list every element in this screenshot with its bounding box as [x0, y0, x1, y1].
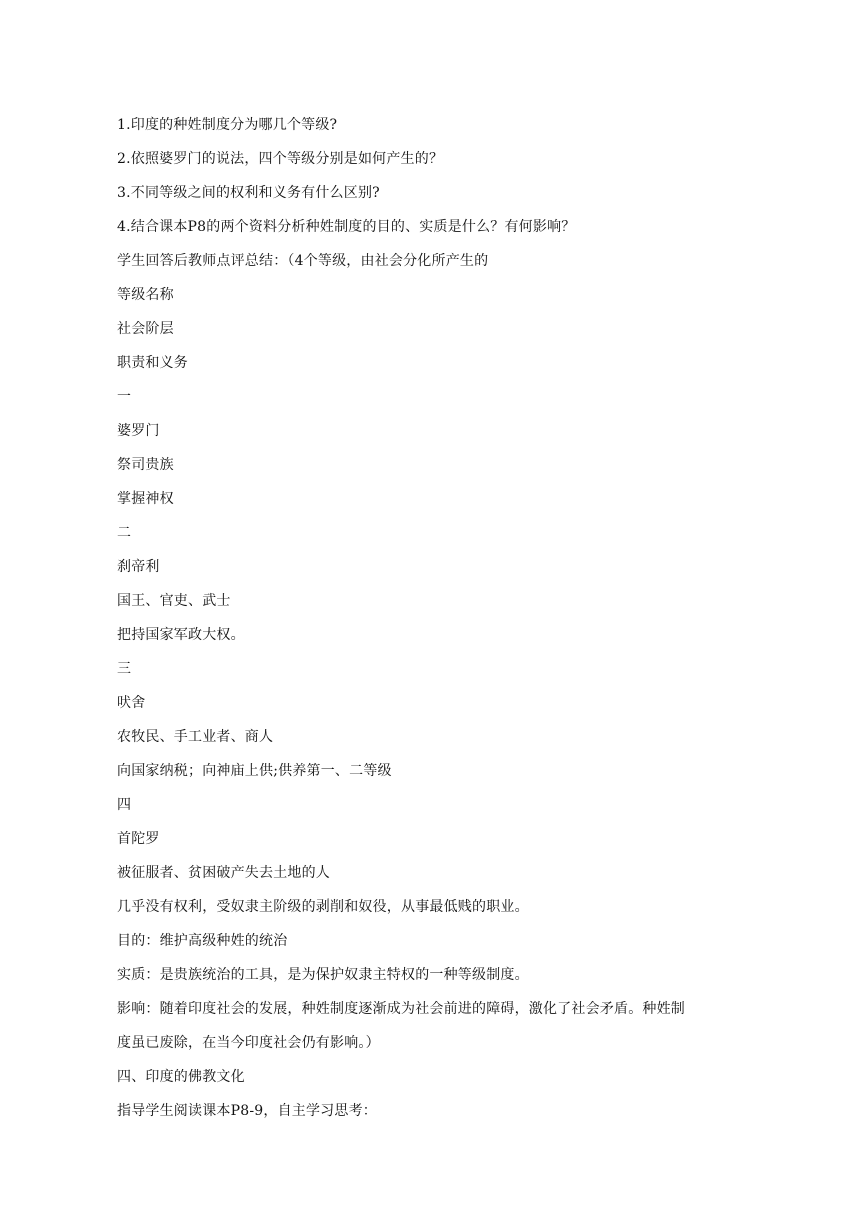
purpose-text: 目的：维护高级种姓的统治 [117, 933, 288, 949]
impact-text-line-2: 度虽已废除，在当今印度社会仍有影响。） [117, 1035, 380, 1051]
question-4: 4.结合课本P8的两个资料分析种姓制度的目的、实质是什么？有何影响？ [117, 219, 576, 235]
header-social-class: 社会阶层 [117, 321, 174, 337]
rank-1-number: 一 [117, 389, 132, 405]
rank-2-name: 刹帝利 [117, 559, 160, 575]
rank-1-duties: 掌握神权 [117, 491, 174, 507]
rank-3-class: 农牧民、手工业者、商人 [117, 729, 274, 745]
question-2: 2.依照婆罗门的说法，四个等级分别是如何产生的？ [117, 151, 444, 167]
document-body [117, 108, 757, 1128]
header-rank-name: 等级名称 [117, 287, 174, 303]
essence-text: 实质：是贵族统治的工具，是为保护奴隶主特权的一种等级制度。 [117, 967, 529, 983]
impact-text-line-1: 影响：随着印度社会的发展，种姓制度逐渐成为社会前进的障碍，激化了社会矛盾。种姓制 [117, 1001, 685, 1017]
rank-1-name: 婆罗门 [117, 423, 160, 439]
rank-4-duties: 几乎没有权利，受奴隶主阶级的剥削和奴役，从事最低贱的职业。 [117, 899, 529, 915]
rank-1-class: 祭司贵族 [117, 457, 174, 473]
reading-instruction: 指导学生阅读课本P8-9，自主学习思考： [117, 1103, 377, 1119]
question-1: 1.印度的种姓制度分为哪几个等级? [117, 117, 338, 133]
rank-2-class: 国王、官吏、武士 [117, 593, 231, 609]
rank-3-name: 吠舍 [117, 695, 146, 711]
rank-4-number: 四 [117, 797, 132, 813]
rank-3-duties: 向国家纳税；向神庙上供;供养第一、二等级 [117, 763, 392, 779]
rank-4-class: 被征服者、贫困破产失去土地的人 [117, 865, 330, 881]
question-3: 3.不同等级之间的权利和义务有什么区别? [117, 185, 380, 201]
rank-3-number: 三 [117, 661, 132, 677]
rank-2-duties: 把持国家军政大权。 [117, 627, 245, 643]
section-heading-buddhism: 四、印度的佛教文化 [117, 1069, 245, 1085]
rank-2-number: 二 [117, 525, 132, 541]
rank-4-name: 首陀罗 [117, 831, 160, 847]
header-duties: 职责和义务 [117, 355, 188, 371]
teacher-summary-intro: 学生回答后教师点评总结：（4个等级，由社会分化所产生的 [117, 253, 489, 269]
